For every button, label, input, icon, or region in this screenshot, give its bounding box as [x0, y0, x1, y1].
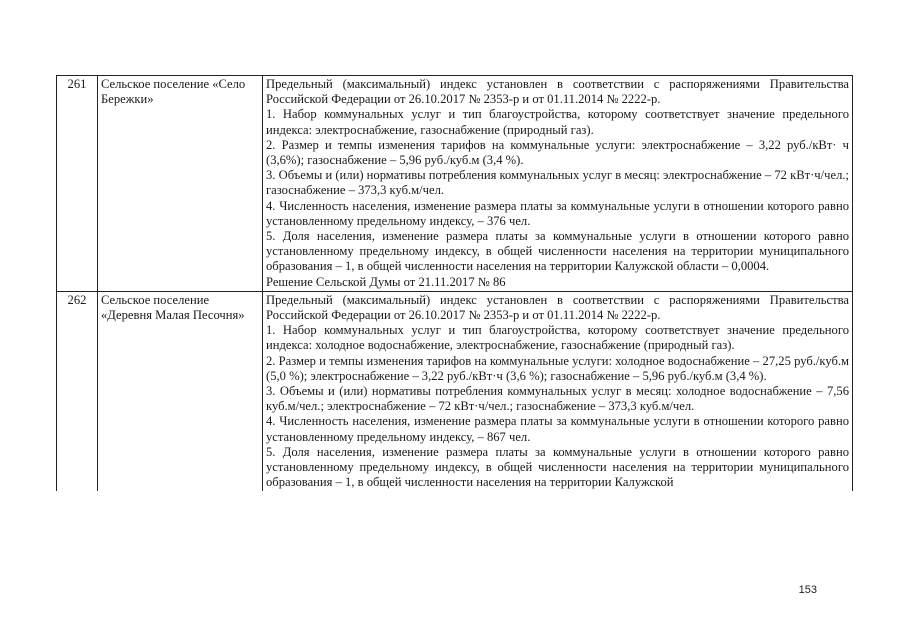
- paragraph-share: 5. Доля населения, изменение размера платы за коммунальные услуги в отношении которого равно установленному предельному индексу, в общей численности населения на территории муниципального образования – 1, в общей численности населения на территории Калужской области – 0,0004.: [266, 229, 849, 274]
- paragraph-share: 5. Доля населения, изменение размера платы за коммунальные услуги в отношении которого равно установленному предельному индексу, в общей численности населения на территории муниципального образования – 1, в общей численности населения на территории Калужской: [266, 444, 849, 490]
- tariff-index-table: [56, 75, 853, 491]
- paragraph-intro: Предельный (максимальный) индекс установлен в соответствии с распоряжениями Правительства Российской Федерации от 26.10.2017 № 2353-р и от 01.11.2014 № 2222-р.: [266, 77, 849, 107]
- paragraph-volumes: 3. Объемы и (или) нормативы потребления коммунальных услуг в месяц: холодное водоснабжение – 7,56 куб.м/чел.; электроснабжение – 72 кВт·ч/чел.; газоснабжение – 373,3 куб.м/чел.: [266, 384, 849, 414]
- row-number: 261: [57, 76, 98, 292]
- paragraph-decision: Решение Сельской Думы от 21.11.2017 № 86: [266, 274, 506, 289]
- paragraph-services: 1. Набор коммунальных услуг и тип благоустройства, которому соответствует значение предельного индекса: электроснабжение, газоснабжение (природный газ).: [266, 107, 849, 137]
- paragraph-volumes: 3. Объемы и (или) нормативы потребления коммунальных услуг в месяц: электроснабжение – 72 кВт·ч/чел.; газоснабжение – 373,3 куб.м/чел.: [266, 168, 849, 198]
- index-description: [263, 76, 853, 292]
- paragraph-tariffs: 2. Размер и темпы изменения тарифов на коммунальные услуги: электроснабжение – 3,22 руб./кВт· ч (3,6%); газоснабжение – 5,96 руб./куб.м (3,4 %).: [266, 137, 849, 168]
- table-row: [57, 291, 853, 491]
- page-number: 153: [798, 584, 817, 596]
- table-row: [57, 76, 853, 292]
- paragraph-population: 4. Численность населения, изменение размера платы за коммунальные услуги в отношении которого равно установленному предельному индексу, – 376 чел.: [266, 198, 849, 228]
- index-description: [263, 291, 853, 491]
- paragraph-intro: Предельный (максимальный) индекс установлен в соответствии с распоряжениями Правительства Российской Федерации от 26.10.2017 № 2353-р и от 01.11.2014 № 2222-р.: [266, 292, 849, 323]
- settlement-name: Сельское поселение «Село Бережки»: [98, 76, 263, 292]
- paragraph-services: 1. Набор коммунальных услуг и тип благоустройства, которому соответствует значение предельного индекса: холодное водоснабжение, электроснабжение, газоснабжение (природный газ).: [266, 323, 849, 353]
- settlement-name: Сельское поселение «Деревня Малая Песочня»: [98, 291, 263, 491]
- paragraph-tariffs: 2. Размер и темпы изменения тарифов на коммунальные услуги: холодное водоснабжение – 27,25 руб./куб.м (5,0 %); электроснабжение – 3,22 руб./кВт·ч (3,6 %); газоснабжение – 5,96 руб./куб.м (3,4 %).: [266, 353, 849, 383]
- paragraph-population: 4. Численность населения, изменение размера платы за коммунальные услуги в отношении которого равно установленному предельному индексу, – 867 чел.: [266, 414, 849, 444]
- row-number: 262: [57, 291, 98, 491]
